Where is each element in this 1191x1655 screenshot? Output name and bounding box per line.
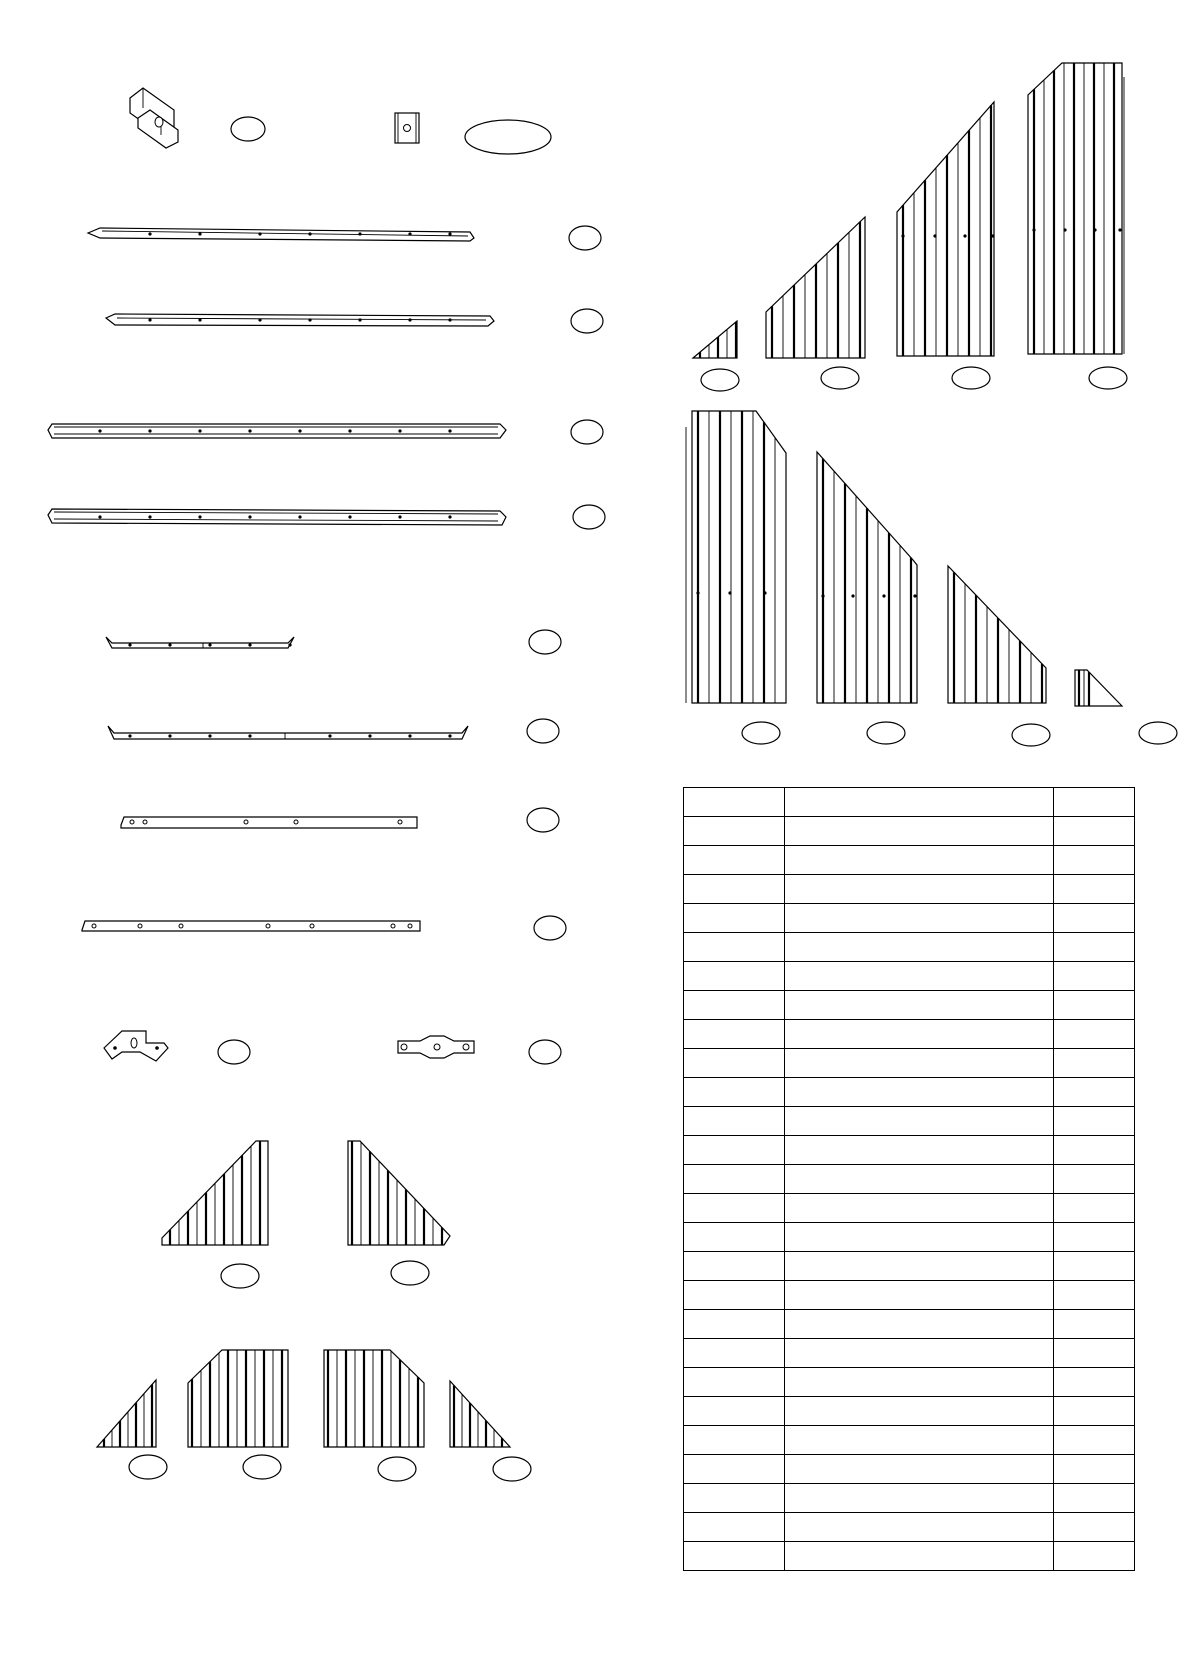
table-cell [1054,788,1135,817]
joint-plate-icon [398,1036,474,1058]
table-cell [785,1426,1054,1455]
table-row [684,962,1135,991]
table-cell [785,1368,1054,1397]
callout-bubble [527,719,559,743]
table-row [684,1484,1135,1513]
table-row [684,1252,1135,1281]
table-row [684,933,1135,962]
table-cell [1054,1484,1135,1513]
callout-bubble [742,722,780,744]
callout-bubble [571,420,603,444]
callout-bubble [529,630,561,654]
table-cell [1054,1281,1135,1310]
table-cell [684,1165,785,1194]
table-row [684,1339,1135,1368]
table-row [684,817,1135,846]
table-cell [1054,1107,1135,1136]
table-cell [684,1252,785,1281]
table-cell [1054,1310,1135,1339]
table-cell [1054,875,1135,904]
table-cell [684,1194,785,1223]
table-cell [785,1455,1054,1484]
table-cell [1054,1078,1135,1107]
callout-bubble [465,120,551,154]
table-cell [684,1107,785,1136]
gusset-icon [104,1031,168,1061]
table-row [684,1194,1135,1223]
table-cell [1054,1339,1135,1368]
table-cell [1054,904,1135,933]
table-cell [1054,1426,1135,1455]
table-cell [684,933,785,962]
table-row [684,846,1135,875]
table-row [684,1426,1135,1455]
table-cell [785,1107,1054,1136]
long-rail-a [48,424,506,438]
table-cell [785,933,1054,962]
table-row [684,1513,1135,1542]
table-cell [785,1223,1054,1252]
table-cell [1054,1136,1135,1165]
end-panel-4 [450,1381,510,1447]
table-cell [684,1339,785,1368]
table-cell [1054,933,1135,962]
table-cell [684,846,785,875]
table-cell [684,1426,785,1455]
callout-bubble [529,1040,561,1064]
table-cell [785,991,1054,1020]
table-cell [785,1252,1054,1281]
side-panel-3 [897,102,994,356]
table-cell [785,1049,1054,1078]
callout-bubble [243,1455,281,1479]
table-cell [1054,1020,1135,1049]
table-cell [684,1397,785,1426]
table-row [684,1107,1135,1136]
table-row [684,904,1135,933]
callout-bubble [527,808,559,832]
table-cell [684,962,785,991]
table-row [684,1049,1135,1078]
table-row [684,1310,1135,1339]
table-cell [1054,1165,1135,1194]
callout-bubble [378,1457,416,1481]
table-cell [1054,1223,1135,1252]
table-cell [785,1194,1054,1223]
callout-bubble [952,367,990,389]
table-row [684,1397,1135,1426]
table-cell [785,1542,1054,1571]
callout-bubble [867,722,905,744]
table-cell [785,1310,1054,1339]
table-cell [785,1339,1054,1368]
callout-bubble [391,1261,429,1285]
table-cell [684,1513,785,1542]
callout-bubble [701,369,739,391]
callout-bubble [1012,724,1050,746]
table-cell [785,788,1054,817]
table-cell [785,1484,1054,1513]
z-bracket-icon [130,88,178,148]
table-row [684,1223,1135,1252]
table-cell [684,1223,785,1252]
table-cell [684,788,785,817]
callout-bubble [573,505,605,529]
callout-bubble [1139,722,1177,744]
table-cell [684,904,785,933]
table-cell [1054,1368,1135,1397]
long-rail-b [48,509,506,525]
table-cell [785,1397,1054,1426]
callout-bubble [821,367,859,389]
callout-bubble [569,226,601,250]
table-cell [684,1484,785,1513]
table-cell [684,1049,785,1078]
table-cell [1054,846,1135,875]
gable-panel-right [348,1141,450,1245]
table-cell [684,1020,785,1049]
table-cell [785,1281,1054,1310]
table-cell [1054,962,1135,991]
table-cell [785,817,1054,846]
table-cell [1054,1049,1135,1078]
table-cell [785,1020,1054,1049]
table-cell [684,875,785,904]
gable-rail-upper-b [106,314,494,326]
table-cell [785,962,1054,991]
table-row [684,1542,1135,1571]
table-cell [684,1542,785,1571]
table-cell [1054,1542,1135,1571]
callout-bubble [493,1457,531,1481]
table-row [684,1165,1135,1194]
table-cell [684,1455,785,1484]
table-cell [785,1078,1054,1107]
table-cell [785,846,1054,875]
callout-bubble [571,309,603,333]
side-panel-8 [1075,670,1122,706]
square-washer-icon [395,113,419,143]
table-cell [785,904,1054,933]
table-cell [684,991,785,1020]
flat-strip-b [82,921,420,931]
table-cell [785,1513,1054,1542]
table-row [684,1020,1135,1049]
table-cell [1054,1455,1135,1484]
table-row [684,991,1135,1020]
table-row [684,1455,1135,1484]
side-panel-5 [686,411,786,703]
callout-bubble [221,1264,259,1288]
table-cell [1054,1194,1135,1223]
table-cell [684,1078,785,1107]
table-cell [684,1136,785,1165]
table-cell [684,1368,785,1397]
table-row [684,1281,1135,1310]
callout-bubble [1089,367,1127,389]
table-row [684,1078,1135,1107]
end-panel-1 [97,1380,156,1447]
gable-rail-upper-a [88,228,474,241]
table-cell [1054,991,1135,1020]
parts-list-table [683,787,1135,1571]
table-cell [785,875,1054,904]
table-cell [1054,817,1135,846]
table-cell [684,1281,785,1310]
table-row [684,1368,1135,1397]
flat-strip-a [121,817,417,828]
short-channel-a [106,637,294,648]
short-channel-b [108,726,468,739]
callout-bubble [534,916,566,940]
table-row [684,788,1135,817]
table-cell [1054,1252,1135,1281]
table-cell [785,1165,1054,1194]
table-cell [684,1310,785,1339]
table-cell [1054,1397,1135,1426]
side-panel-4 [1028,63,1124,354]
table-cell [684,817,785,846]
callout-bubble [129,1455,167,1479]
table-cell [785,1136,1054,1165]
table-row [684,1136,1135,1165]
callout-bubble [231,117,265,141]
callout-bubble [218,1040,250,1064]
table-cell [1054,1513,1135,1542]
table-row [684,875,1135,904]
